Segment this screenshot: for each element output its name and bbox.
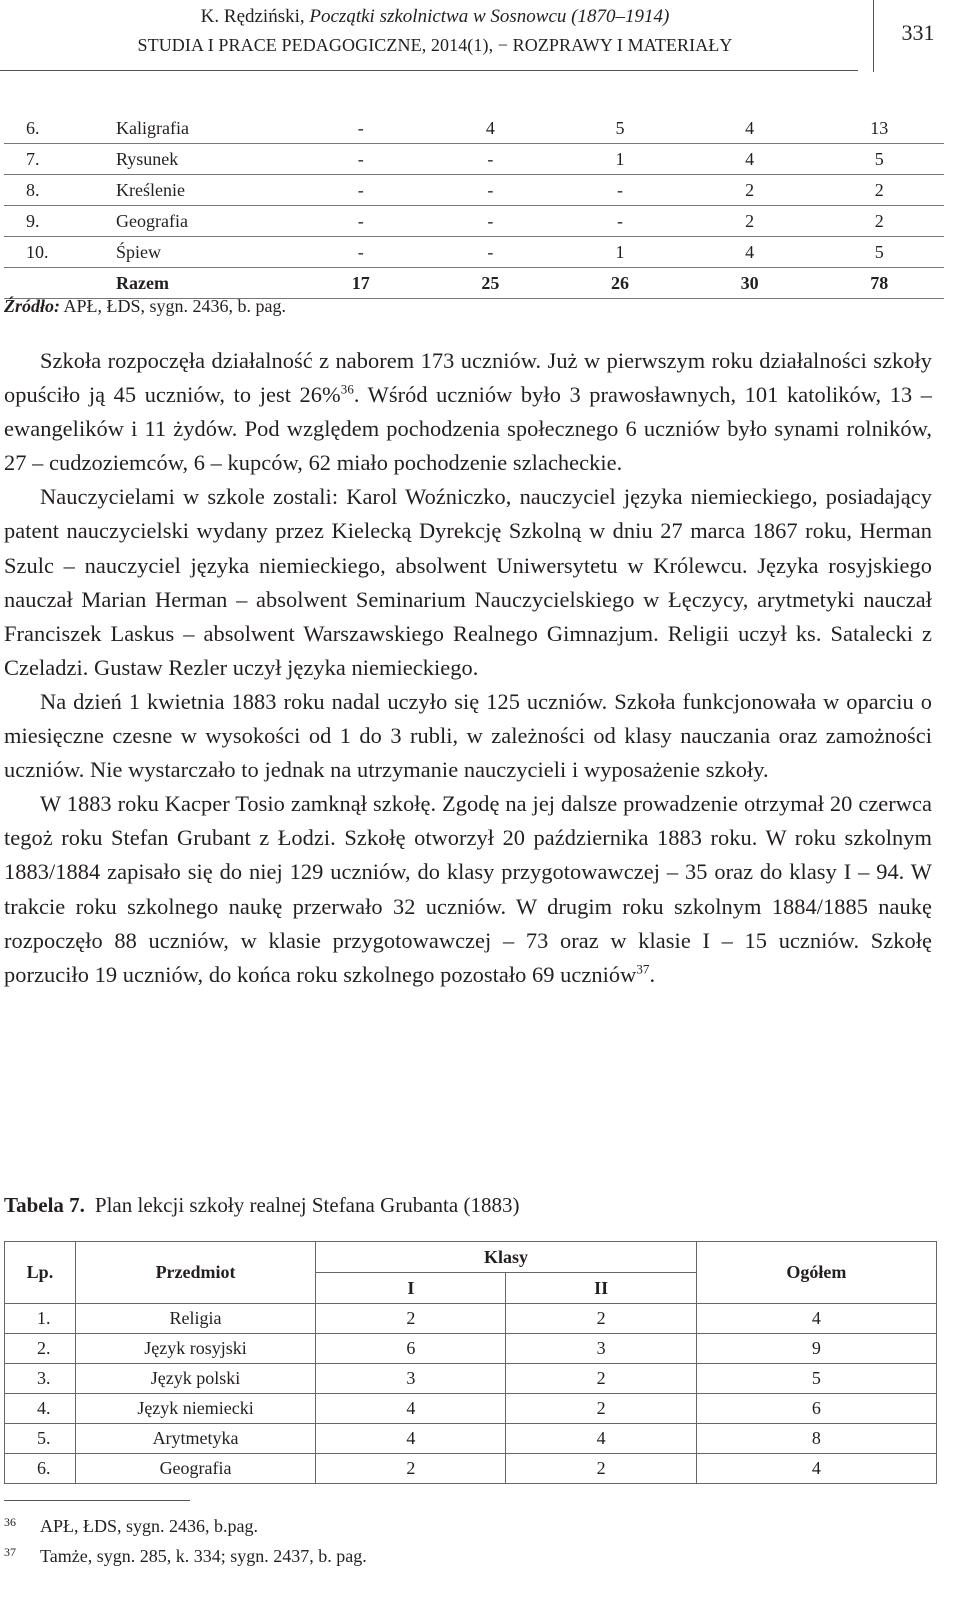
cell-value: 4 xyxy=(316,1424,506,1454)
cell-subject: Język rosyjski xyxy=(75,1334,315,1364)
header-lp: Lp. xyxy=(5,1242,76,1304)
paragraph xyxy=(4,344,932,480)
cell-subject: Kreślenie xyxy=(116,179,185,200)
cell-lp: 5. xyxy=(5,1424,76,1454)
cell-total: 5 xyxy=(696,1364,936,1394)
lesson-plan-table xyxy=(4,1241,937,1484)
cell-lp: 3. xyxy=(5,1364,76,1394)
table-row xyxy=(5,1424,937,1454)
cell-value: 2 xyxy=(745,210,755,231)
cell-total: 2 xyxy=(874,179,884,200)
footnote-ref[interactable]: 37 xyxy=(636,961,650,977)
cell-value: - xyxy=(357,148,364,169)
cell-value: 2 xyxy=(316,1304,506,1334)
table-row xyxy=(5,1304,937,1334)
cell-lp: 1. xyxy=(5,1304,76,1334)
paragraph xyxy=(4,480,932,685)
cell-value: 4 xyxy=(745,241,755,262)
paragraph-text: . Wśród uczniów było 3 prawosławnych, 101 katolików, 13 – ewangelików i 11 żydów. Pod względem pochodzenia społecznego 6 uczniów było synami rolników, 27 – cudzoziemców, 6 – kupców, 62 miało pochodzenie szlacheckie. xyxy=(4,382,932,476)
cell-subject: Język polski xyxy=(75,1364,315,1394)
cell-subject: Język niemiecki xyxy=(75,1394,315,1424)
cell-value: 3 xyxy=(316,1364,506,1394)
cell-value: - xyxy=(357,179,364,200)
header-journal: STUDIA I PRACE PEDAGOGICZNE, 2014(1), − ROZPRAWY I MATERIAŁY xyxy=(137,35,733,55)
cell-value: - xyxy=(487,241,494,262)
cell-total: 4 xyxy=(696,1454,936,1484)
cell-total: 6 xyxy=(696,1394,936,1424)
footnote xyxy=(4,1541,367,1571)
paragraph-text: Szkoła rozpoczęła działalność z naborem 173 uczniów. Już w pierwszym roku działalności szkoły opuściło ją 45 uczniów, to jest 26% xyxy=(4,348,932,408)
table-caption xyxy=(4,1190,519,1220)
cell-value: - xyxy=(357,117,364,138)
paragraph-text: Nauczycielami w szkole zostali: Karol Woźniczko, nauczyciel języka niemieckiego, posiadający patent nauczycielski wydany przez Kielecką Dyrekcję Szkolną w dniu 27 marca 1867 roku, Herman Szulc – nauczyciel języka niemieckiego, absolwent Uniwersytetu w Królewcu. Języka rosyjskiego nauczał Marian Herman – absolwent Seminarium Nauczycielskiego w Łęczycy, arytmetyki nauczał Franciszek Laskus – absolwent Warszawskiego Realnego Gimnazjum. Religii uczył ks. Satalecki z Czeladzi. Gustaw Rezler uczył języka niemieckiego. xyxy=(4,484,932,680)
cell-lp: 10. xyxy=(26,241,49,262)
paragraph-text: W 1883 roku Kacper Tosio zamknął szkołę. Zgodę na jej dalsze prowadzenie otrzymał 20 czerwca tegoż roku Stefan Grubant z Łodzi. Szkołę otworzył 20 października 1883 roku. W roku szkolnym 1883/1884 zapisało się do niej 129 uczniów, do klasy przygotowawczej – 35 oraz do klasy I – 94. W trakcie roku szkolnego naukę przerwało 32 uczniów. W drugim roku szkolnym 1884/1885 naukę rozpoczęło 88 uczniów, w klasie przygotowawczej – 73 oraz w klasie I – 15 uczniów. Szkołę porzuciło 19 uczniów, do końca roku szkolnego pozostało 69 uczniów xyxy=(4,791,932,987)
header-citation xyxy=(0,4,870,30)
table-title: Plan lekcji szkoły realnej Stefana Grubanta (1883) xyxy=(94,1193,520,1217)
header-class-1: I xyxy=(316,1273,506,1304)
cell-total: 5 xyxy=(874,241,884,262)
cell-value: 1 xyxy=(615,241,625,262)
cell-value: 6 xyxy=(316,1334,506,1364)
source-text: APŁ, ŁDS, sygn. 2436, b. pag. xyxy=(60,296,287,316)
cell-value: - xyxy=(357,241,364,262)
table-row xyxy=(5,1364,937,1394)
table-row xyxy=(4,144,944,175)
header-klasy: Klasy xyxy=(316,1242,697,1273)
cell-value: 1 xyxy=(615,148,625,169)
cell-value: 2 xyxy=(316,1454,506,1484)
cell-value: 4 xyxy=(485,117,495,138)
total-value: 78 xyxy=(870,272,889,293)
footnotes xyxy=(4,1511,367,1571)
total-value: 30 xyxy=(740,272,759,293)
cell-subject: Geografia xyxy=(116,210,188,231)
cell-value: 2 xyxy=(745,179,755,200)
paragraph xyxy=(4,787,932,992)
total-label: Razem xyxy=(116,272,169,293)
running-header xyxy=(0,0,960,75)
cell-value: 2 xyxy=(506,1454,696,1484)
header-class-2: II xyxy=(506,1273,696,1304)
cell-value: - xyxy=(616,210,623,231)
table-row xyxy=(4,113,944,144)
table-row xyxy=(5,1334,937,1364)
table-row xyxy=(4,237,944,268)
table-source-note xyxy=(4,293,286,319)
cell-value: 4 xyxy=(316,1394,506,1424)
total-value: 17 xyxy=(351,272,370,293)
cell-value: 4 xyxy=(506,1424,696,1454)
cell-lp: 4. xyxy=(5,1394,76,1424)
cell-value: 4 xyxy=(745,148,755,169)
cell-value: 3 xyxy=(506,1334,696,1364)
total-value: 26 xyxy=(610,272,629,293)
footnote-text: Tamże, sygn. 285, k. 334; sygn. 2437, b. pag. xyxy=(40,1546,367,1566)
cell-subject: Kaligrafia xyxy=(116,117,189,138)
cell-subject: Arytmetyka xyxy=(75,1424,315,1454)
total-value: 25 xyxy=(481,272,500,293)
paragraph-text: Na dzień 1 kwietnia 1883 roku nadal uczyło się 125 uczniów. Szkoła funkcjonowała w oparciu o miesięczne czesne w wysokości od 1 do 3 rubli, w zależności od klasy nauczania oraz zamożności uczniów. Nie wystarczało to jednak na utrzymanie nauczycieli i wyposażenie szkoły. xyxy=(4,688,932,783)
cell-value: - xyxy=(487,179,494,200)
table-row xyxy=(5,1394,937,1424)
header-total: Ogółem xyxy=(696,1242,936,1304)
header-subject: Przedmiot xyxy=(75,1242,315,1304)
cell-total: 8 xyxy=(696,1424,936,1454)
table-row xyxy=(5,1454,937,1484)
header-author: K. Rędziński, xyxy=(200,6,305,27)
cell-total: 13 xyxy=(870,117,889,138)
cell-value: - xyxy=(357,210,364,231)
cell-lp: 9. xyxy=(26,210,40,231)
header-article-title: Początki szkolnictwa w Sosnowcu (1870–1914) xyxy=(309,6,670,27)
page-number: 331 xyxy=(901,20,935,45)
table-row xyxy=(4,206,944,237)
cell-total: 4 xyxy=(696,1304,936,1334)
header-vertical-rule xyxy=(873,0,874,72)
footnote xyxy=(4,1511,367,1541)
header-rule xyxy=(0,70,858,71)
cell-value: 2 xyxy=(506,1394,696,1424)
paragraph-text: . xyxy=(649,961,656,987)
footnote-ref[interactable]: 36 xyxy=(340,381,354,397)
table-label: Tabela 7. xyxy=(4,1193,85,1217)
article-body xyxy=(4,344,932,992)
table-row xyxy=(4,175,944,206)
cell-lp: 2. xyxy=(5,1334,76,1364)
cell-total: 9 xyxy=(696,1334,936,1364)
cell-subject: Śpiew xyxy=(116,241,161,262)
cell-value: - xyxy=(487,210,494,231)
cell-value: 2 xyxy=(506,1364,696,1394)
cell-total: 5 xyxy=(874,148,884,169)
source-label: Źródło: xyxy=(4,296,60,316)
footnote-rule xyxy=(4,1500,190,1501)
cell-value: 5 xyxy=(615,117,625,138)
cell-total: 2 xyxy=(874,210,884,231)
cell-value: 2 xyxy=(506,1304,696,1334)
cell-value: 4 xyxy=(745,117,755,138)
table-header-row xyxy=(5,1242,937,1273)
cell-subject: Geografia xyxy=(75,1454,315,1484)
cell-lp: 6. xyxy=(26,117,40,138)
cell-subject: Rysunek xyxy=(116,148,179,169)
cell-lp: 6. xyxy=(5,1454,76,1484)
paragraph xyxy=(4,685,932,787)
table-continuation xyxy=(4,113,944,299)
cell-value: - xyxy=(616,179,623,200)
cell-lp: 7. xyxy=(26,148,40,169)
footnote-number: 37 xyxy=(4,1545,16,1559)
footnote-number: 36 xyxy=(4,1515,16,1529)
cell-lp: 8. xyxy=(26,179,40,200)
cell-value: - xyxy=(487,148,494,169)
cell-subject: Religia xyxy=(75,1304,315,1334)
footnote-text: APŁ, ŁDS, sygn. 2436, b.pag. xyxy=(40,1516,259,1536)
